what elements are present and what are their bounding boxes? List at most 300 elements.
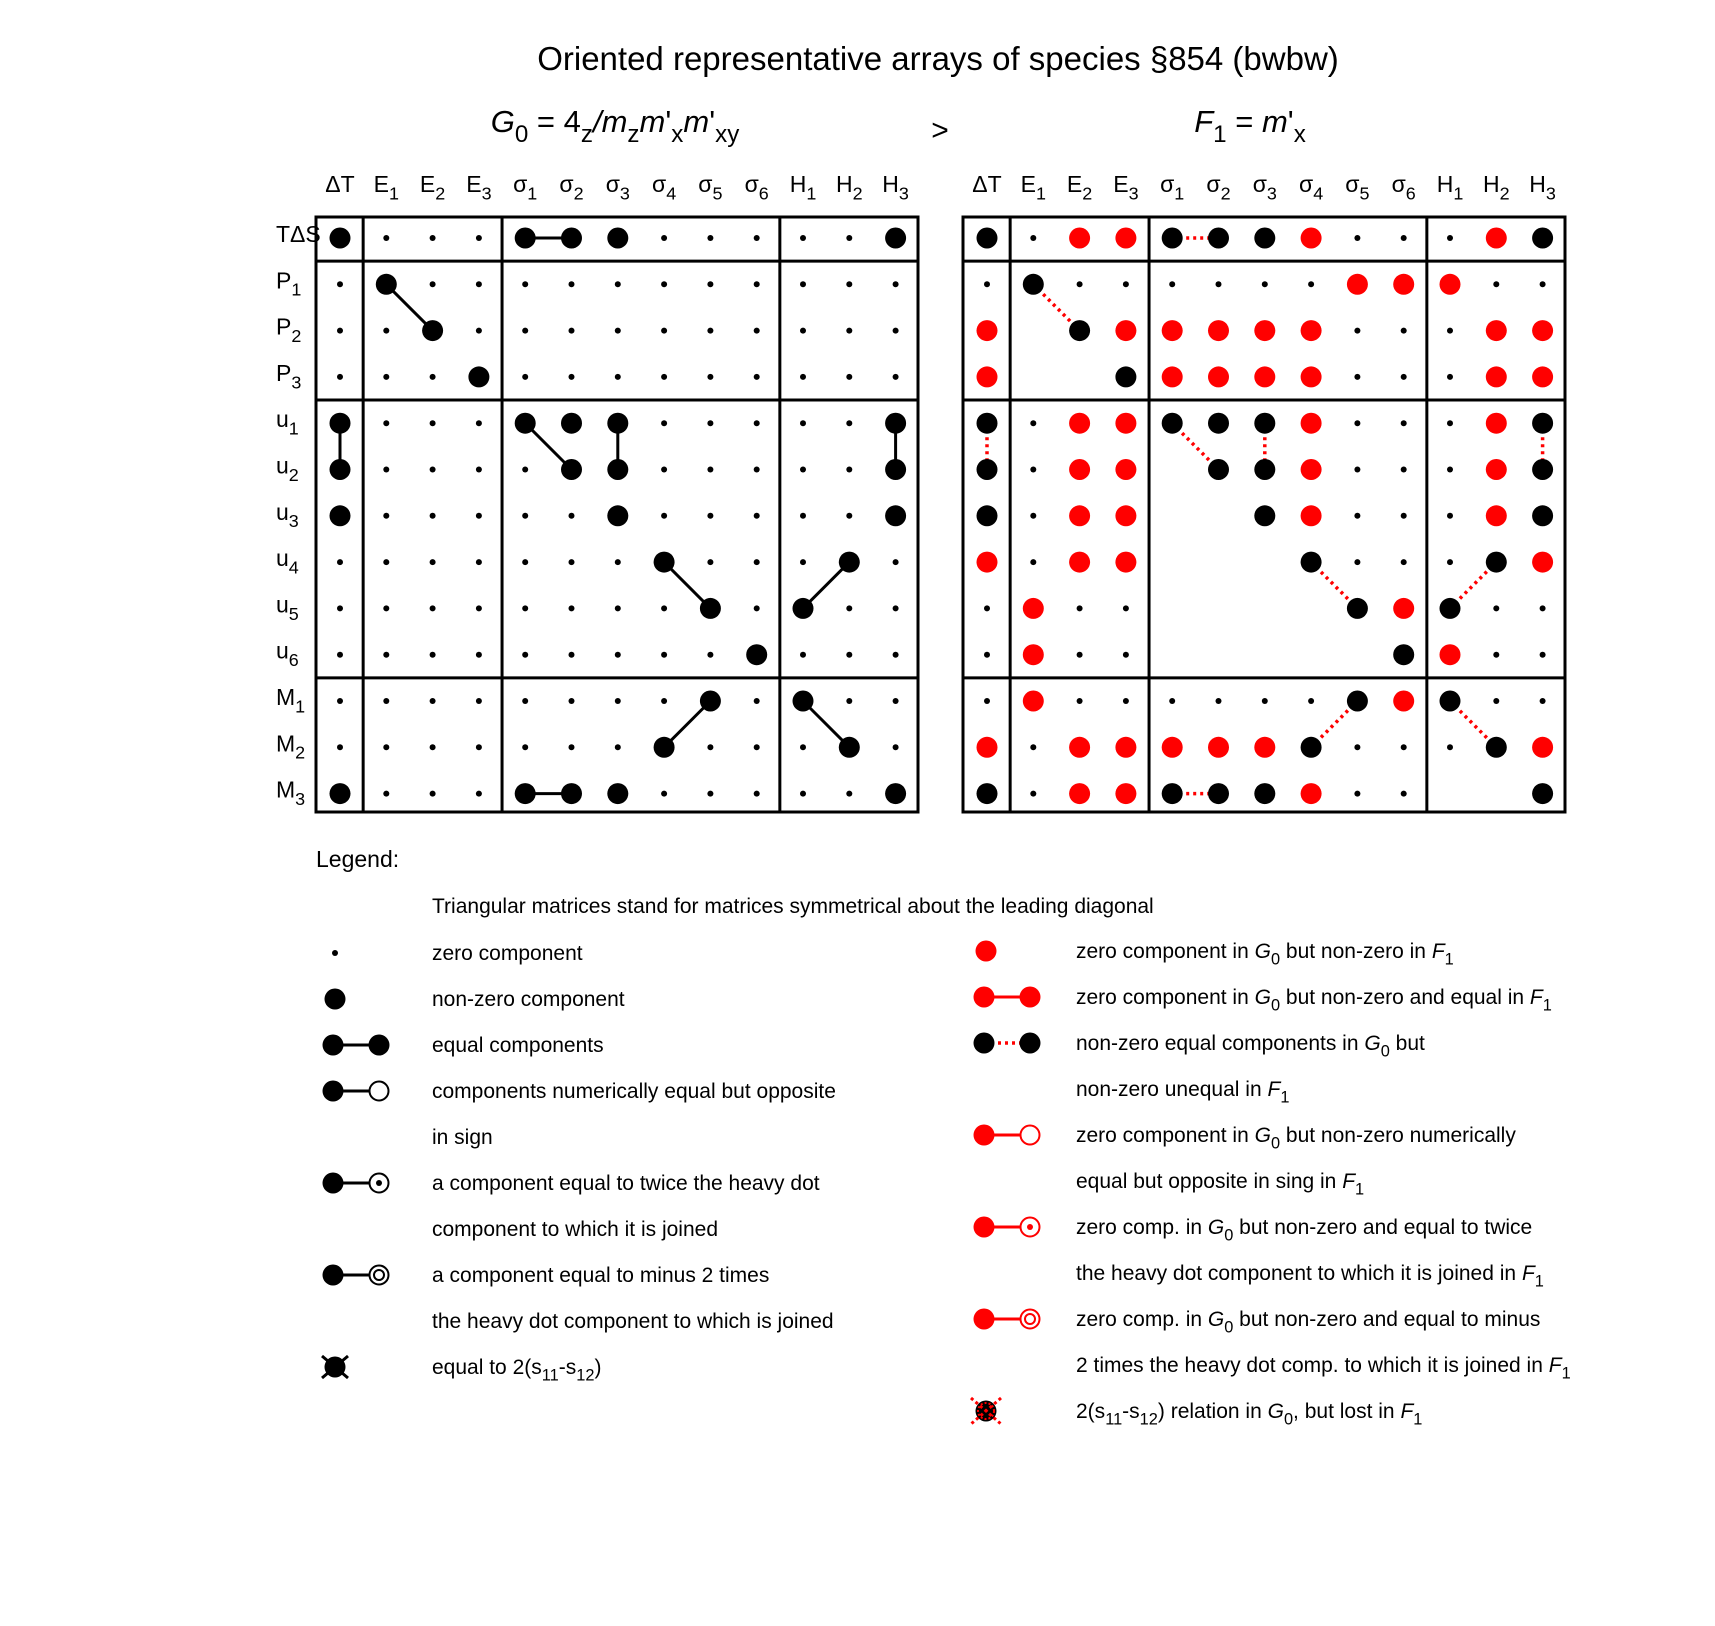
red-component-dot [1115, 320, 1136, 341]
zero-component-dot [569, 328, 575, 334]
zero-component-dot [1401, 513, 1407, 519]
zero-component-dot [893, 281, 899, 287]
right-matrix-heading [1194, 104, 1306, 148]
zero-component-dot [800, 467, 806, 473]
zero-component-dot [661, 420, 667, 426]
legend-icon-dot [323, 1265, 344, 1286]
legend-item-text: non-zero equal components in $G_0$ but [1076, 1032, 1425, 1061]
zero-component-dot [707, 744, 713, 750]
non-zero-component-dot [1254, 505, 1275, 526]
non-zero-component-dot [885, 413, 906, 434]
zero-component-dot [707, 791, 713, 797]
non-zero-component-dot [515, 783, 536, 804]
non-zero-component-dot [561, 228, 582, 249]
non-zero-component-dot [1162, 413, 1183, 434]
zero-component-dot [430, 652, 436, 658]
legend-icon-dot [974, 1033, 995, 1054]
zero-component-dot [846, 467, 852, 473]
zero-component-dot [337, 605, 343, 611]
column-header: $H_1$ [789, 171, 817, 204]
non-zero-component-dot [607, 783, 628, 804]
zero-component-dot [661, 698, 667, 704]
zero-component-dot [383, 744, 389, 750]
legend-icon-dot [976, 941, 997, 962]
zero-component-dot [1354, 374, 1360, 380]
zero-component-dot [707, 420, 713, 426]
zero-component-dot [661, 605, 667, 611]
zero-component-dot [754, 281, 760, 287]
zero-component-dot [800, 559, 806, 565]
column-header: $E_3$ [466, 171, 492, 204]
red-component-dot [1486, 366, 1507, 387]
zero-component-dot [1354, 467, 1360, 473]
legend-icon-center-dot [1027, 1224, 1033, 1230]
legend-right-column [971, 940, 1571, 1429]
zero-component-dot [661, 467, 667, 473]
legend-item-text: a component equal to minus 2 times [432, 1264, 770, 1287]
non-zero-component-dot [793, 691, 814, 712]
zero-component-dot [707, 559, 713, 565]
red-component-dot [1115, 737, 1136, 758]
red-component-dot [1532, 366, 1553, 387]
legend-icon-small-dot [332, 950, 338, 956]
zero-component-dot [522, 744, 528, 750]
red-component-dot [1486, 505, 1507, 526]
column-header: $H_1$ [1436, 171, 1464, 204]
legend-icon-ring [370, 1266, 389, 1285]
zero-component-dot [1447, 374, 1453, 380]
zero-component-dot [754, 559, 760, 565]
zero-component-dot [1030, 744, 1036, 750]
column-header: $\sigma_4$ [652, 171, 677, 204]
legend-icon-ring [1021, 1126, 1040, 1145]
non-zero-component-dot [885, 459, 906, 480]
non-zero-component-dot [1486, 552, 1507, 573]
zero-component-dot [1308, 281, 1314, 287]
zero-component-dot [1123, 652, 1129, 658]
non-zero-component-dot [1115, 366, 1136, 387]
column-header: $E_2$ [1066, 171, 1093, 204]
non-zero-component-dot [1347, 598, 1368, 619]
right-matrix-f1 [963, 171, 1565, 812]
zero-component-dot [1262, 281, 1268, 287]
zero-component-dot [337, 698, 343, 704]
zero-component-dot [1447, 235, 1453, 241]
non-zero-component-dot [977, 783, 998, 804]
zero-component-dot [1030, 420, 1036, 426]
zero-component-dot [661, 513, 667, 519]
non-zero-component-dot [1532, 228, 1553, 249]
zero-component-dot [383, 652, 389, 658]
zero-component-dot [1262, 698, 1268, 704]
red-component-dot [1301, 783, 1322, 804]
row-header: $u_5$ [276, 591, 299, 624]
zero-component-dot [846, 235, 852, 241]
non-zero-component-dot [654, 737, 675, 758]
legend-item-text: zero comp. in $G_0$ but non-zero and equal to minus [1076, 1308, 1541, 1337]
zero-component-dot [569, 281, 575, 287]
row-header: $P_2$ [276, 313, 302, 346]
zero-component-dot [476, 698, 482, 704]
zero-component-dot [430, 791, 436, 797]
zero-component-dot [1401, 744, 1407, 750]
non-zero-component-dot [561, 783, 582, 804]
left-heading-text: $G_0 = 4_z/m_zm'_xm'_{xy}$ [490, 104, 740, 148]
zero-component-dot [846, 328, 852, 334]
non-zero-component-dot [1532, 413, 1553, 434]
zero-component-dot [569, 698, 575, 704]
zero-component-dot [615, 559, 621, 565]
zero-component-dot [1540, 281, 1546, 287]
zero-component-dot [754, 698, 760, 704]
column-header: $\sigma_6$ [744, 171, 769, 204]
red-component-dot [1486, 228, 1507, 249]
zero-component-dot [846, 652, 852, 658]
zero-component-dot [522, 652, 528, 658]
non-zero-component-dot [654, 552, 675, 573]
legend-icon-dot [974, 1125, 995, 1146]
left-matrix-heading [491, 104, 740, 148]
legend-item-text: components numerically equal but opposite [432, 1080, 836, 1103]
zero-component-dot [522, 328, 528, 334]
red-component-dot [1023, 691, 1044, 712]
zero-component-dot [1540, 605, 1546, 611]
column-header: $\sigma_1$ [513, 171, 538, 204]
zero-component-dot [661, 374, 667, 380]
non-zero-component-dot [977, 413, 998, 434]
non-zero-component-dot [607, 459, 628, 480]
column-header: $\sigma_2$ [559, 171, 584, 204]
zero-component-dot [1077, 652, 1083, 658]
zero-component-dot [1354, 791, 1360, 797]
zero-component-dot [1401, 559, 1407, 565]
non-zero-component-dot [977, 505, 998, 526]
non-zero-component-dot [1208, 413, 1229, 434]
zero-component-dot [1169, 281, 1175, 287]
non-zero-component-dot [977, 228, 998, 249]
red-component-dot [1254, 320, 1275, 341]
column-header: $H_3$ [882, 171, 909, 204]
zero-component-dot [754, 374, 760, 380]
zero-component-dot [337, 281, 343, 287]
zero-component-dot [1354, 235, 1360, 241]
zero-component-dot [1354, 744, 1360, 750]
legend-item-text: equal to $2(s_{11}-s_{12})$ [432, 1356, 602, 1385]
zero-component-dot [754, 791, 760, 797]
comparison-symbol: > [931, 114, 949, 147]
non-zero-component-dot [561, 413, 582, 434]
zero-component-dot [430, 281, 436, 287]
zero-component-dot [569, 744, 575, 750]
zero-component-dot [383, 420, 389, 426]
zero-component-dot [846, 374, 852, 380]
zero-component-dot [615, 281, 621, 287]
zero-component-dot [984, 652, 990, 658]
zero-component-dot [569, 513, 575, 519]
zero-component-dot [1077, 605, 1083, 611]
zero-component-dot [615, 328, 621, 334]
zero-component-dot [615, 605, 621, 611]
zero-component-dot [1493, 652, 1499, 658]
non-zero-component-dot [793, 598, 814, 619]
legend-note: Triangular matrices stand for matrices symmetrical about the leading diagonal [432, 895, 1154, 918]
red-component-dot [1115, 413, 1136, 434]
non-zero-component-dot [607, 228, 628, 249]
zero-component-dot [522, 513, 528, 519]
column-header: $\sigma_4$ [1299, 171, 1324, 204]
red-component-dot [1440, 274, 1461, 295]
zero-component-dot [430, 513, 436, 519]
non-zero-component-dot [885, 228, 906, 249]
column-header: $\sigma_2$ [1206, 171, 1231, 204]
zero-component-dot [1447, 559, 1453, 565]
column-header: $\sigma_6$ [1391, 171, 1416, 204]
non-zero-component-dot [607, 413, 628, 434]
row-header: $u_3$ [276, 498, 299, 532]
non-zero-component-dot [1440, 598, 1461, 619]
red-component-dot [1115, 459, 1136, 480]
zero-component-dot [430, 559, 436, 565]
zero-component-dot [1354, 420, 1360, 426]
red-component-dot [1301, 320, 1322, 341]
non-zero-component-dot [1301, 737, 1322, 758]
non-zero-component-dot [561, 459, 582, 480]
legend [316, 846, 1571, 1429]
red-component-dot [1393, 598, 1414, 619]
red-component-dot [1069, 505, 1090, 526]
zero-component-dot [1447, 420, 1453, 426]
zero-component-dot [476, 605, 482, 611]
zero-component-dot [1123, 605, 1129, 611]
non-zero-component-dot [330, 783, 351, 804]
zero-component-dot [1077, 281, 1083, 287]
zero-component-dot [615, 652, 621, 658]
zero-component-dot [800, 652, 806, 658]
zero-component-dot [1169, 698, 1175, 704]
red-component-dot [1208, 737, 1229, 758]
non-zero-component-dot [839, 737, 860, 758]
zero-component-dot [383, 791, 389, 797]
zero-component-dot [569, 559, 575, 565]
zero-component-dot [476, 467, 482, 473]
zero-component-dot [754, 467, 760, 473]
zero-component-dot [1447, 467, 1453, 473]
legend-icon-dot [323, 1081, 344, 1102]
zero-component-dot [1493, 605, 1499, 611]
column-header: $\sigma_1$ [1160, 171, 1185, 204]
legend-item-text: a component equal to twice the heavy dot [432, 1172, 820, 1195]
legend-icon-dot [369, 1035, 390, 1056]
legend-item-text: equal components [432, 1034, 604, 1057]
zero-component-dot [1401, 420, 1407, 426]
legend-item-text: 2 times the heavy dot comp. to which it is joined in $F_1$ [1076, 1354, 1571, 1383]
non-zero-component-dot [330, 228, 351, 249]
legend-item-text: in sign [432, 1126, 493, 1149]
zero-component-dot [754, 420, 760, 426]
non-zero-component-dot [1393, 644, 1414, 665]
zero-component-dot [661, 791, 667, 797]
zero-component-dot [476, 791, 482, 797]
red-component-dot [1393, 691, 1414, 712]
zero-component-dot [893, 328, 899, 334]
red-component-dot [1532, 737, 1553, 758]
legend-icon-dot [1020, 987, 1041, 1008]
zero-component-dot [1030, 467, 1036, 473]
row-header: TΔS [276, 221, 321, 247]
legend-left-column [322, 942, 836, 1385]
red-component-dot [1301, 228, 1322, 249]
zero-component-dot [800, 235, 806, 241]
non-zero-component-dot [1347, 691, 1368, 712]
red-component-dot [1301, 459, 1322, 480]
zero-component-dot [707, 652, 713, 658]
zero-component-dot [1354, 513, 1360, 519]
zero-component-dot [661, 328, 667, 334]
zero-component-dot [846, 605, 852, 611]
zero-component-dot [1308, 698, 1314, 704]
column-header: $E_1$ [373, 171, 399, 204]
zero-component-dot [1030, 791, 1036, 797]
non-zero-component-dot [330, 459, 351, 480]
zero-component-dot [383, 235, 389, 241]
non-zero-component-dot [376, 274, 397, 295]
zero-component-dot [846, 698, 852, 704]
non-zero-component-dot [1162, 228, 1183, 249]
zero-component-dot [1354, 328, 1360, 334]
column-header: ΔT [972, 171, 1002, 197]
zero-component-dot [707, 328, 713, 334]
zero-component-dot [800, 374, 806, 380]
zero-component-dot [569, 652, 575, 658]
zero-component-dot [476, 235, 482, 241]
non-zero-component-dot [885, 783, 906, 804]
column-header: $E_3$ [1113, 171, 1139, 204]
non-zero-component-dot [1532, 459, 1553, 480]
non-zero-component-dot [422, 320, 443, 341]
zero-component-dot [1123, 281, 1129, 287]
zero-component-dot [1447, 744, 1453, 750]
red-component-dot [1301, 505, 1322, 526]
zero-component-dot [1216, 281, 1222, 287]
row-header: $u_2$ [276, 452, 299, 485]
zero-component-dot [383, 605, 389, 611]
column-header: $\sigma_3$ [605, 171, 630, 204]
non-zero-component-dot [1254, 228, 1275, 249]
zero-component-dot [430, 744, 436, 750]
column-header: $H_2$ [1482, 171, 1510, 204]
legend-item-text: zero comp. in $G_0$ but non-zero and equal to twice [1076, 1216, 1533, 1245]
non-zero-component-dot [700, 691, 721, 712]
row-header: $M_3$ [276, 776, 306, 809]
red-component-dot [977, 366, 998, 387]
zero-component-dot [893, 559, 899, 565]
zero-component-dot [707, 235, 713, 241]
zero-component-dot [707, 513, 713, 519]
zero-component-dot [476, 559, 482, 565]
zero-component-dot [893, 744, 899, 750]
legend-icon-center-dot [376, 1180, 382, 1186]
row-header: $P_3$ [276, 359, 302, 393]
zero-component-dot [383, 513, 389, 519]
non-zero-component-dot [1208, 228, 1229, 249]
red-component-dot [977, 320, 998, 341]
zero-component-dot [337, 374, 343, 380]
non-zero-component-dot [839, 552, 860, 573]
zero-component-dot [984, 698, 990, 704]
red-component-dot [977, 737, 998, 758]
zero-component-dot [569, 374, 575, 380]
left-matrix-g0 [276, 171, 918, 812]
zero-component-dot [1540, 652, 1546, 658]
red-component-dot [1486, 320, 1507, 341]
zero-component-dot [615, 744, 621, 750]
zero-component-dot [383, 374, 389, 380]
red-component-dot [1347, 274, 1368, 295]
row-header: $u_6$ [276, 637, 299, 671]
zero-component-dot [337, 744, 343, 750]
red-component-dot [1254, 737, 1275, 758]
legend-icon-dot [325, 989, 346, 1010]
zero-component-dot [430, 374, 436, 380]
non-zero-component-dot [746, 644, 767, 665]
non-zero-component-dot [1532, 783, 1553, 804]
zero-component-dot [893, 698, 899, 704]
row-header: $u_4$ [276, 545, 299, 578]
zero-component-dot [337, 652, 343, 658]
zero-component-dot [754, 235, 760, 241]
zero-component-dot [615, 698, 621, 704]
non-zero-component-dot [1208, 783, 1229, 804]
legend-heading: Legend: [316, 846, 400, 872]
non-zero-component-dot [515, 228, 536, 249]
red-component-dot [1115, 228, 1136, 249]
non-zero-component-dot [468, 366, 489, 387]
red-component-dot [1440, 644, 1461, 665]
red-component-dot [1069, 737, 1090, 758]
row-header: $M_2$ [276, 730, 306, 763]
non-zero-component-dot [885, 505, 906, 526]
column-header: $\sigma_5$ [698, 171, 723, 204]
red-component-dot [1069, 552, 1090, 573]
zero-component-dot [430, 698, 436, 704]
zero-component-dot [337, 328, 343, 334]
zero-component-dot [800, 420, 806, 426]
row-header: $P_1$ [276, 267, 302, 300]
zero-component-dot [754, 744, 760, 750]
zero-component-dot [522, 467, 528, 473]
red-component-dot [1023, 598, 1044, 619]
red-component-dot [1069, 413, 1090, 434]
zero-component-dot [383, 467, 389, 473]
row-header: $u_1$ [276, 406, 299, 439]
zero-component-dot [984, 605, 990, 611]
zero-component-dot [1401, 374, 1407, 380]
non-zero-component-dot [330, 505, 351, 526]
column-header: $H_3$ [1529, 171, 1556, 204]
legend-item-text: zero component in $G_0$ but non-zero numerically [1076, 1124, 1516, 1153]
zero-component-dot [846, 420, 852, 426]
diagram-title: Oriented representative arrays of species §854 (bwbw) [537, 40, 1339, 77]
non-zero-component-dot [977, 459, 998, 480]
column-header: $E_1$ [1020, 171, 1046, 204]
zero-component-dot [1077, 698, 1083, 704]
non-zero-component-dot [1023, 274, 1044, 295]
red-component-dot [1023, 644, 1044, 665]
zero-component-dot [1493, 698, 1499, 704]
zero-component-dot [522, 374, 528, 380]
red-component-dot [1069, 228, 1090, 249]
row-header: $M_1$ [276, 684, 306, 717]
